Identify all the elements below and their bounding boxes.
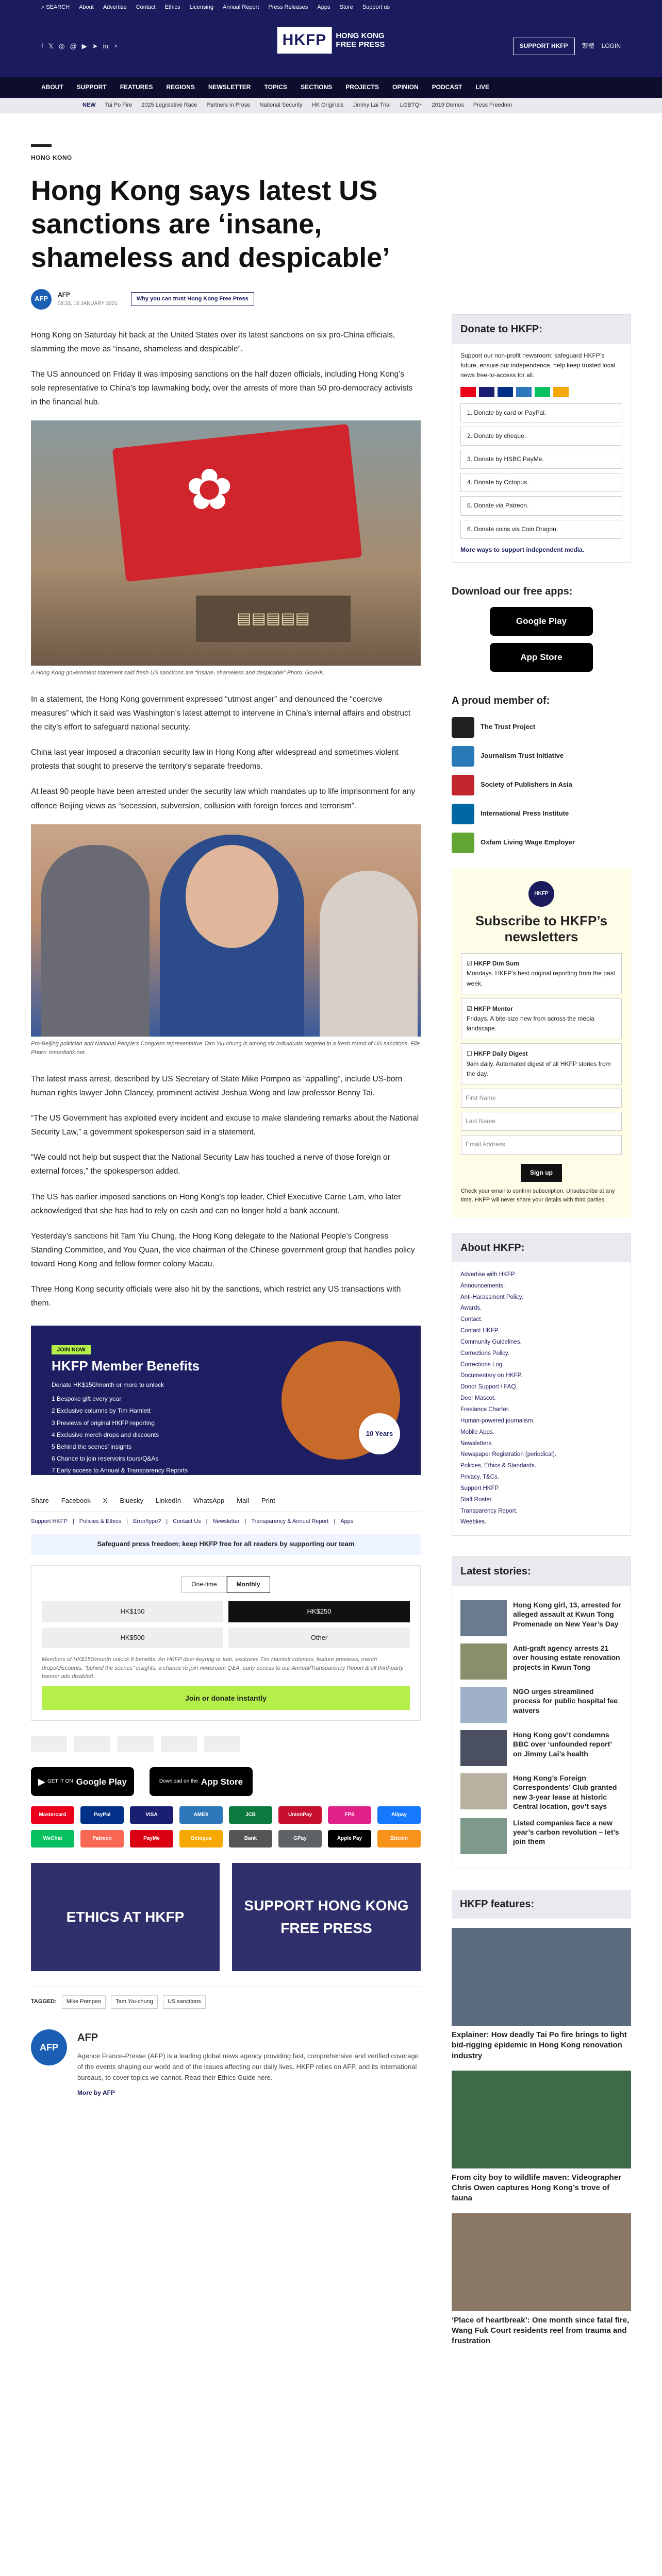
login-link[interactable]: LOGIN xyxy=(601,42,621,50)
nav-support[interactable]: SUPPORT xyxy=(76,83,107,91)
partner-logos xyxy=(31,1736,421,1752)
story-item[interactable] xyxy=(460,1600,622,1636)
octopus-icon xyxy=(553,387,569,397)
newsletter-option-dimsum[interactable]: ☑ HKFP Dim Sum Mondays. HKFP’s best original reporting from the past week. xyxy=(461,953,622,994)
trending-link[interactable]: 2019 Demos xyxy=(432,102,464,109)
about-item[interactable]: Human-powered journalism. xyxy=(460,1417,535,1424)
sidebar xyxy=(452,113,631,2346)
feature-title[interactable]: ‘Place of heartbreak’: One month since fatal fire, Wang Fuk Court residents reel from trauma and frustration xyxy=(452,2315,630,2346)
nav-topics[interactable]: TOPICS xyxy=(264,83,287,91)
story-title: Hong Kong girl, 13, arrested for alleged assault at Kwun Tong Promenade on New Year’s Day xyxy=(513,1601,622,1628)
sidebar-app-store[interactable]: App Store xyxy=(490,643,593,672)
first-name-input[interactable]: First Name xyxy=(461,1089,622,1108)
patreon-icon: Patreon xyxy=(80,1830,124,1848)
latest-stories xyxy=(452,1556,631,1869)
byline xyxy=(31,289,421,310)
photo-caption: Pro-Beijing politician and National People’s Congress representative Tam Yiu-chung is among six individuals targeted in a fresh round of US sanctions. File Photo: Inmediahk.net. xyxy=(31,1040,420,1056)
oxfam-logo xyxy=(452,833,474,853)
newsletter-note: Check your email to confirm subscription. Unsubscribe at any time. HKFP will never share your details with third parties. xyxy=(461,1188,615,1204)
face-center xyxy=(186,845,278,948)
support-video[interactable]: SUPPORT HONG KONG FREE PRESS xyxy=(232,1863,421,1971)
licensing-link[interactable]: Licensing xyxy=(189,4,214,11)
mastercard-icon: Mastercard xyxy=(31,1806,74,1824)
hkfp-badge-icon: HKFP xyxy=(528,881,554,907)
signup-button[interactable]: Sign up xyxy=(521,1164,562,1182)
facebook-icon[interactable]: f xyxy=(41,42,43,50)
more-by-author-link[interactable]: More by AFP xyxy=(77,2089,115,2097)
wechat-icon xyxy=(535,387,550,397)
bauhinia-icon: ✿ xyxy=(186,458,234,522)
building-sign: ▤▤▤▤▤ xyxy=(196,596,351,642)
paragraph: Yesterday’s sanctions hit Tam Yiu Chung, the Hong Kong delegate to the National People’s Congress Standing Committee, and You Quan, the vice chairman of the Chinese government group that handles policy toward Hong Kong and fellow former colony Macau. xyxy=(31,1231,415,1269)
paragraph: “We could not help but suspect that the National Security Law has touched a nerve of those foreign or external forces,” the spokesperson added. xyxy=(31,1153,390,1176)
member-org[interactable]: Society of Publishers in Asia xyxy=(452,775,631,795)
paragraph: Three Hong Kong security officials were also hit by the sanctions, which restrict any US transactions with them. xyxy=(31,1285,401,1308)
page-body xyxy=(0,113,662,2346)
video-promos xyxy=(31,1863,421,1971)
footer-link[interactable]: Error/typo? xyxy=(133,1518,161,1525)
trending-link[interactable]: 2025 Legislative Race xyxy=(141,102,197,109)
newsletter-title: Subscribe to HKFP’s newsletters xyxy=(475,912,608,945)
press-releases-link[interactable]: Press Releases xyxy=(268,4,308,11)
share-print[interactable]: Print xyxy=(261,1497,275,1505)
bitcoin-icon: Bitcoin xyxy=(377,1830,421,1848)
person-left xyxy=(41,845,150,1037)
newsletter-option-digest[interactable]: ☐ HKFP Daily Digest 9am daily. Automated digest of all HKFP stories from the day. xyxy=(461,1043,622,1084)
about-item[interactable]: Announcements. xyxy=(460,1282,505,1289)
trending-link[interactable]: HK Originals xyxy=(311,102,344,109)
jcb-icon: JCB xyxy=(229,1806,272,1824)
latest-title: Latest stories: xyxy=(452,1557,631,1586)
about-link[interactable]: About xyxy=(79,4,94,11)
amount-option[interactable]: HK$500 xyxy=(42,1628,223,1649)
paypal-icon: PayPal xyxy=(80,1806,124,1824)
header-actions xyxy=(513,38,621,55)
author-bio: Agence France-Presse (AFP) is a leading global news agency providing fast, comprehensive and verified coverage of the events shaping our world and of the issues affecting our daily lives. HKFP relies on AFP, and its international bureaus, to cover topics we cannot. Read their Ethics Guide here. xyxy=(77,2052,419,2081)
wechat-icon: WeChat xyxy=(31,1830,74,1848)
app-store-button[interactable]: Download on the App Store xyxy=(150,1767,253,1796)
youtube-icon[interactable]: ▶ xyxy=(81,42,87,50)
trending-link[interactable]: LGBTQ+ xyxy=(400,102,423,109)
benefit-item: 2 Exclusive columns by Tim Hamlett xyxy=(52,1407,151,1415)
trending-link[interactable]: Press Freedom xyxy=(473,102,512,109)
story-title: Anti-graft agency arrests 21 over housing estate renovation projects in Kwun Tong xyxy=(513,1644,620,1671)
ethics-video[interactable]: ETHICS AT HKFP xyxy=(31,1863,220,1971)
donate-option[interactable]: 1. Donate by card or PayPal. xyxy=(460,403,622,422)
member-benefits-banner[interactable] xyxy=(31,1326,421,1486)
donate-option[interactable]: 4. Donate by Octopus. xyxy=(460,473,622,492)
donate-option[interactable]: 6. Donate coins via Coin Dragon. xyxy=(460,520,622,539)
about-box xyxy=(452,1233,631,1536)
feature-thumbnail[interactable] xyxy=(452,1928,631,2026)
donate-option[interactable]: 2. Donate by cheque. xyxy=(460,427,622,446)
article xyxy=(31,113,421,2346)
share-x[interactable]: X xyxy=(103,1497,108,1505)
hk-flag-shape xyxy=(112,424,362,582)
nav-projects[interactable]: PROJECTS xyxy=(345,83,379,91)
donate-option[interactable]: 3. Donate by HSBC PayMe. xyxy=(460,450,622,469)
about-item[interactable]: Support HKFP. xyxy=(460,1485,500,1492)
about-item[interactable]: Privacy, T&Cs. xyxy=(460,1474,499,1481)
share-bluesky[interactable]: Bluesky xyxy=(120,1497,143,1505)
person-right xyxy=(320,871,418,1037)
alipay-icon: Alipay xyxy=(377,1806,421,1824)
article-footer-links: Support HKFP | Policies & Ethics | Error/typo? | Contact Us | Newsletter | Transparency & Annual Report | Apps xyxy=(31,1517,421,1527)
amount-option[interactable]: HK$150 xyxy=(42,1601,223,1622)
story-thumbnail xyxy=(460,1818,507,1854)
story-thumbnail xyxy=(460,1730,507,1766)
main-nav xyxy=(0,77,662,98)
promo-subtitle: Donate HK$150/month or more to unlock xyxy=(52,1381,164,1389)
trust-project-logo xyxy=(31,1736,67,1752)
visa-icon xyxy=(479,387,494,397)
sopa-logo xyxy=(452,775,474,795)
newsletter-option-mentor[interactable]: ☑ HKFP Mentor Fridays. A bite-size new from across the media landscape. xyxy=(461,998,622,1040)
apps-title: Download our free apps: xyxy=(452,585,573,597)
about-item[interactable]: Advertise with HKFP. xyxy=(460,1271,516,1278)
top-utility-bar xyxy=(0,0,662,15)
footer-link[interactable]: Newsletter xyxy=(212,1518,240,1525)
support-us-link[interactable]: Support us xyxy=(362,4,390,11)
about-item[interactable]: Transparency Report. xyxy=(460,1507,518,1514)
share-mail[interactable]: Mail xyxy=(237,1497,249,1505)
about-item[interactable]: Weeblies. xyxy=(460,1519,487,1526)
article-title: Hong Kong says latest US sanctions are ‘insane, shameless and despicable’ xyxy=(31,175,390,273)
trust-project-logo xyxy=(452,717,474,738)
features-section xyxy=(452,1890,631,2346)
ten-years-badge: 10 Years xyxy=(359,1413,400,1454)
safeguard-banner[interactable]: Safeguard press freedom; keep HKFP free for all readers by supporting our team xyxy=(31,1534,421,1555)
apple-pay-icon: Apple Pay xyxy=(328,1830,371,1848)
paragraph: China last year imposed a draconian security law in Hong Kong after widespread and sometimes violent protests that sought to preserve the territory’s separate freedoms. xyxy=(31,748,399,771)
x-icon[interactable]: 𝕏 xyxy=(48,42,54,50)
about-item[interactable]: Donor Support / FAQ. xyxy=(460,1384,518,1391)
story-title: Hong Kong gov’t condemns BBC over ‘unfounded report’ on Jimmy Lai’s health xyxy=(513,1731,612,1758)
join-now-badge[interactable]: JOIN NOW xyxy=(52,1345,91,1354)
footer-link[interactable]: Transparency & Annual Report xyxy=(251,1518,329,1525)
sidebar-payment-icons xyxy=(460,387,622,397)
apps-section xyxy=(452,583,631,672)
author-name[interactable]: AFP xyxy=(58,291,70,298)
footer-link[interactable]: Contact Us xyxy=(173,1518,201,1525)
story-thumbnail xyxy=(460,1773,507,1809)
donate-title: Donate to HKFP: xyxy=(452,315,631,344)
memberships-title: A proud member of: xyxy=(452,694,550,706)
member-org[interactable]: Oxfam Living Wage Employer xyxy=(452,833,631,853)
benefit-item: 7 Early access to Annual & Transparency Reports xyxy=(52,1467,188,1475)
payment-methods xyxy=(31,1806,421,1848)
new-label: NEW xyxy=(82,102,96,109)
app-store-badges xyxy=(31,1767,421,1796)
telegram-icon[interactable]: ➤ xyxy=(92,42,98,50)
story-thumbnail xyxy=(460,1643,507,1680)
story-title: Hong Kong’s Foreign Correspondents’ Club granted new 3-year lease at historic Central location, gov’t says xyxy=(513,1774,617,1810)
story-item[interactable] xyxy=(460,1687,622,1723)
nav-live[interactable]: LIVE xyxy=(475,83,489,91)
search-link[interactable]: ⌕ SEARCH xyxy=(41,4,70,11)
linkedin-icon[interactable]: in xyxy=(103,42,108,50)
story-title: NGO urges streamlined process for public hospital fee waivers xyxy=(513,1687,618,1715)
nav-opinion[interactable]: OPINION xyxy=(392,83,419,91)
paragraph: At least 90 people have been arrested under the security law which mandates up to life imprisonment for any offence Beijing views as “secession, subversion, collusion with foreign forces and terrorism”. xyxy=(31,787,416,810)
nav-regions[interactable]: REGIONS xyxy=(166,83,195,91)
author-box-name[interactable]: AFP xyxy=(77,2031,98,2043)
logo-wordmark: HONG KONG FREE PRESS xyxy=(336,31,385,49)
story-thumbnail xyxy=(460,1687,507,1723)
about-list xyxy=(452,1262,631,1535)
share-bar xyxy=(31,1490,421,1512)
memberships-section xyxy=(452,692,631,853)
jti-logo xyxy=(452,746,474,767)
tag-item[interactable]: Mike Pompeo xyxy=(62,1995,106,2009)
donate-box xyxy=(452,314,631,563)
share-whatsapp[interactable]: WhatsApp xyxy=(193,1497,225,1505)
article-category[interactable]: HONG KONG xyxy=(31,154,72,161)
trust-link[interactable]: Why you can trust Hong Kong Free Press xyxy=(131,292,254,307)
google-play-button[interactable]: ▶ GET IT ON Google Play xyxy=(31,1767,134,1796)
footer-link[interactable]: Apps xyxy=(340,1518,354,1525)
unionpay-icon: UnionPay xyxy=(278,1806,322,1824)
about-item[interactable]: Corrections Policy. xyxy=(460,1350,510,1357)
support-hkfp-button[interactable]: SUPPORT HKFP xyxy=(513,38,575,55)
last-name-input[interactable]: Last Name xyxy=(461,1112,622,1131)
logo-mark: HKFP xyxy=(277,27,332,54)
paragraph: In a statement, the Hong Kong government expressed “utmost anger” and denounced the “coercive measures” which it said was Washington’s latest attempt to intervene in China’s internal affairs and obstruct the city’s effort to safeguard national security. xyxy=(31,694,411,732)
one-time-option[interactable]: One-time xyxy=(181,1576,226,1593)
amex-icon xyxy=(516,387,532,397)
author-avatar[interactable]: AFP xyxy=(31,2029,67,2065)
story-item[interactable] xyxy=(460,1643,622,1680)
feature-title[interactable]: From city boy to wildlife maven: Videographer Chris Owen captures Hong Kong’s trove of fauna xyxy=(452,2173,621,2203)
bank-icon: Bank xyxy=(229,1830,272,1848)
paragraph: The US has earlier imposed sanctions on Hong Kong’s top leader, Chief Executive Carrie Lam, who later acknowledged that she has had to rely on cash and can no longer hold a bank account. xyxy=(31,1192,401,1215)
article-photo-politician xyxy=(31,824,421,1037)
newsletter-signup xyxy=(452,869,631,1217)
email-input[interactable]: Email Address xyxy=(461,1135,622,1154)
donate-text[interactable]: Support our non-profit newsroom: safeguard HKFP’s future, ensure our independence, help keep trusted local news free-to-access for all. xyxy=(460,352,616,379)
mastercard-icon xyxy=(460,387,476,397)
contact-link[interactable]: Contact xyxy=(136,4,156,11)
about-item[interactable]: Staff Roster. xyxy=(460,1496,493,1503)
trending-bar xyxy=(0,98,662,113)
about-item[interactable]: Policies, Ethics & Standards. xyxy=(460,1463,537,1469)
about-item[interactable]: Mobile Apps. xyxy=(460,1429,494,1435)
google-pay-icon: GPay xyxy=(278,1830,322,1848)
about-item[interactable]: Deer Mascot. xyxy=(460,1395,496,1402)
threads-icon[interactable]: @ xyxy=(70,42,77,50)
sopa-logo xyxy=(118,1736,154,1752)
about-item[interactable]: Freelance Charter. xyxy=(460,1406,510,1413)
story-thumbnail xyxy=(460,1600,507,1636)
feature-thumbnail[interactable] xyxy=(452,2213,631,2311)
benefit-item: 8 All third-party banner ads disabled xyxy=(52,1479,151,1486)
site-header xyxy=(0,15,662,77)
about-item[interactable]: Community Guidelines. xyxy=(460,1338,522,1345)
amount-option-other[interactable]: Other xyxy=(228,1628,410,1649)
monthly-option[interactable]: Monthly xyxy=(227,1576,270,1593)
about-item[interactable]: Contact. xyxy=(460,1316,483,1323)
amount-option-selected[interactable]: HK$250 xyxy=(228,1601,410,1622)
about-title: About HKFP: xyxy=(452,1233,631,1262)
benefit-item: 1 Bespoke gift every year xyxy=(52,1395,122,1403)
annual-report-link[interactable]: Annual Report xyxy=(223,4,259,11)
nav-podcast[interactable]: PODCAST xyxy=(432,83,462,91)
ipi-logo xyxy=(161,1736,197,1752)
story-item[interactable] xyxy=(460,1818,622,1854)
promo-title: HKFP Member Benefits xyxy=(52,1358,200,1374)
nav-newsletter[interactable]: NEWSLETTER xyxy=(208,83,251,91)
share-facebook[interactable]: Facebook xyxy=(61,1497,91,1505)
about-item[interactable]: Newsletters. xyxy=(460,1440,493,1447)
frequency-toggle xyxy=(42,1576,410,1593)
features-title: HKFP features: xyxy=(452,1890,631,1919)
rss-icon[interactable]: ◔ xyxy=(113,42,118,50)
benefit-item: 6 Chance to join reservoirs tours/Q&As xyxy=(52,1455,159,1463)
nav-sections[interactable]: SECTIONS xyxy=(300,83,333,91)
ipi-logo xyxy=(452,804,474,824)
author-avatar[interactable]: AFP xyxy=(31,289,52,310)
store-link[interactable]: Store xyxy=(339,4,353,11)
about-item[interactable]: Newspaper Registration (periodical). xyxy=(460,1451,556,1458)
advertise-link[interactable]: Advertise xyxy=(103,4,127,11)
paragraph: The latest mass arrest, described by US Secretary of State Mike Pompeo as “appalling”, include US-born human rights lawyer John Clancey, prominent activist Joshua Wong and law professor Benny Tai. xyxy=(31,1074,403,1097)
paragraph: “The US Government has exploited every incident and excuse to make slandering remarks about the National Security Law,” a government spokesperson said in a statement. xyxy=(31,1114,419,1137)
about-item[interactable]: Anti-Harassment Policy. xyxy=(460,1294,523,1300)
tags-label: TAGGED: xyxy=(31,1998,57,2005)
instagram-icon[interactable]: ◎ xyxy=(59,42,65,50)
tag-item[interactable]: US sanctions xyxy=(163,1995,206,2009)
article-photo-flag xyxy=(31,420,421,666)
payme-icon: PayMe xyxy=(130,1830,173,1848)
paragraph: The US announced on Friday it was imposing sanctions on the half dozen officials, including Hong Kong’s sole representative to China’s top lawmaking body, over the arrests of more than 50 pro-democracy activists in the financial hub. xyxy=(31,369,413,407)
paypal-icon xyxy=(498,387,513,397)
trending-link[interactable]: Partners in Prose xyxy=(206,102,251,109)
feature-title[interactable]: Explainer: How deadly Tai Po fire brings to light bid-rigging epidemic in Hong Kong renovation industry xyxy=(452,2030,627,2060)
paragraph: Hong Kong on Saturday hit back at the United States over its latest sanctions on six pro-China officials, slamming the move as “insane, shameless and despicable”. xyxy=(31,330,395,353)
trending-link[interactable]: National Security xyxy=(259,102,303,109)
nav-features[interactable]: FEATURES xyxy=(120,83,153,91)
category-rule xyxy=(31,144,52,147)
nav-about[interactable]: ABOUT xyxy=(41,83,63,91)
benefit-item: 4 Exclusive merch drops and discounts xyxy=(52,1431,159,1438)
footer-link[interactable]: Policies & Ethics xyxy=(79,1518,122,1525)
share-label: Share xyxy=(31,1497,49,1505)
footer-link[interactable]: Support HKFP xyxy=(31,1518,68,1525)
member-org[interactable]: International Press Institute xyxy=(452,804,631,824)
amount-grid xyxy=(42,1601,410,1649)
site-logo[interactable] xyxy=(277,27,385,54)
author-box xyxy=(31,2029,421,2098)
trending-link[interactable]: Tai Po Fire xyxy=(105,102,133,109)
join-donate-button[interactable]: Join or donate instantly xyxy=(42,1686,410,1710)
benefit-item: 5 Behind the scenes’ insights xyxy=(52,1443,131,1451)
ethics-link[interactable]: Ethics xyxy=(164,4,180,11)
jti-logo xyxy=(74,1736,110,1752)
social-links xyxy=(41,41,118,52)
fps-icon: FPS xyxy=(328,1806,371,1824)
share-linkedin[interactable]: LinkedIn xyxy=(156,1497,181,1505)
about-item[interactable]: Contact HKFP. xyxy=(460,1328,500,1334)
story-item[interactable] xyxy=(460,1773,622,1811)
member-org[interactable]: The Trust Project xyxy=(452,717,631,738)
about-item[interactable]: Awards. xyxy=(460,1305,482,1312)
tag-list xyxy=(31,1987,421,2009)
visa-icon: VISA xyxy=(130,1806,173,1824)
oxfam-logo xyxy=(204,1736,240,1752)
donation-widget xyxy=(31,1565,421,1721)
member-org[interactable]: Journalism Trust Initiative xyxy=(452,746,631,767)
apps-link[interactable]: Apps xyxy=(317,4,330,11)
trending-link[interactable]: Jimmy Lai Trial xyxy=(353,102,391,109)
photo-caption: A Hong Kong government statement said fresh US sanctions are “insane, shameless and despicable” Photo: GovHK. xyxy=(31,670,325,676)
feature-thumbnail[interactable] xyxy=(452,2071,631,2168)
about-item[interactable]: Documentary on HKFP. xyxy=(460,1372,522,1379)
publish-date: 08:33, 16 JANUARY 2021 xyxy=(58,301,118,307)
about-item[interactable]: Corrections Log. xyxy=(460,1361,504,1368)
more-ways-link[interactable]: More ways to support independent media. xyxy=(460,546,585,553)
donate-option[interactable]: 5. Donate via Patreon. xyxy=(460,496,622,515)
donation-note: Members of HK$150/month unlock 8 benefits: An HKFP deer keyring or tote, exclusive Tim Hamlett columns, feature previews, merch drops/discounts, “behind the scenes” insights, a chance to join newsroom Q&A, early access to our Annual/Transparency Report & all third-party banner ads disabled. xyxy=(42,1656,404,1680)
sidebar-google-play[interactable]: Google Play xyxy=(490,607,593,636)
benefit-item: 3 Previews of original HKFP reporting xyxy=(52,1419,155,1427)
amex-icon: AMEX xyxy=(179,1806,223,1824)
language-toggle[interactable]: 繁體 xyxy=(582,42,594,50)
octopus-icon: Octopus xyxy=(179,1830,223,1848)
story-item[interactable] xyxy=(460,1730,622,1766)
tag-item[interactable]: Tam Yiu-chung xyxy=(111,1995,158,2009)
story-title: Listed companies face a new year’s carbon revolution – let’s join them xyxy=(513,1819,619,1846)
